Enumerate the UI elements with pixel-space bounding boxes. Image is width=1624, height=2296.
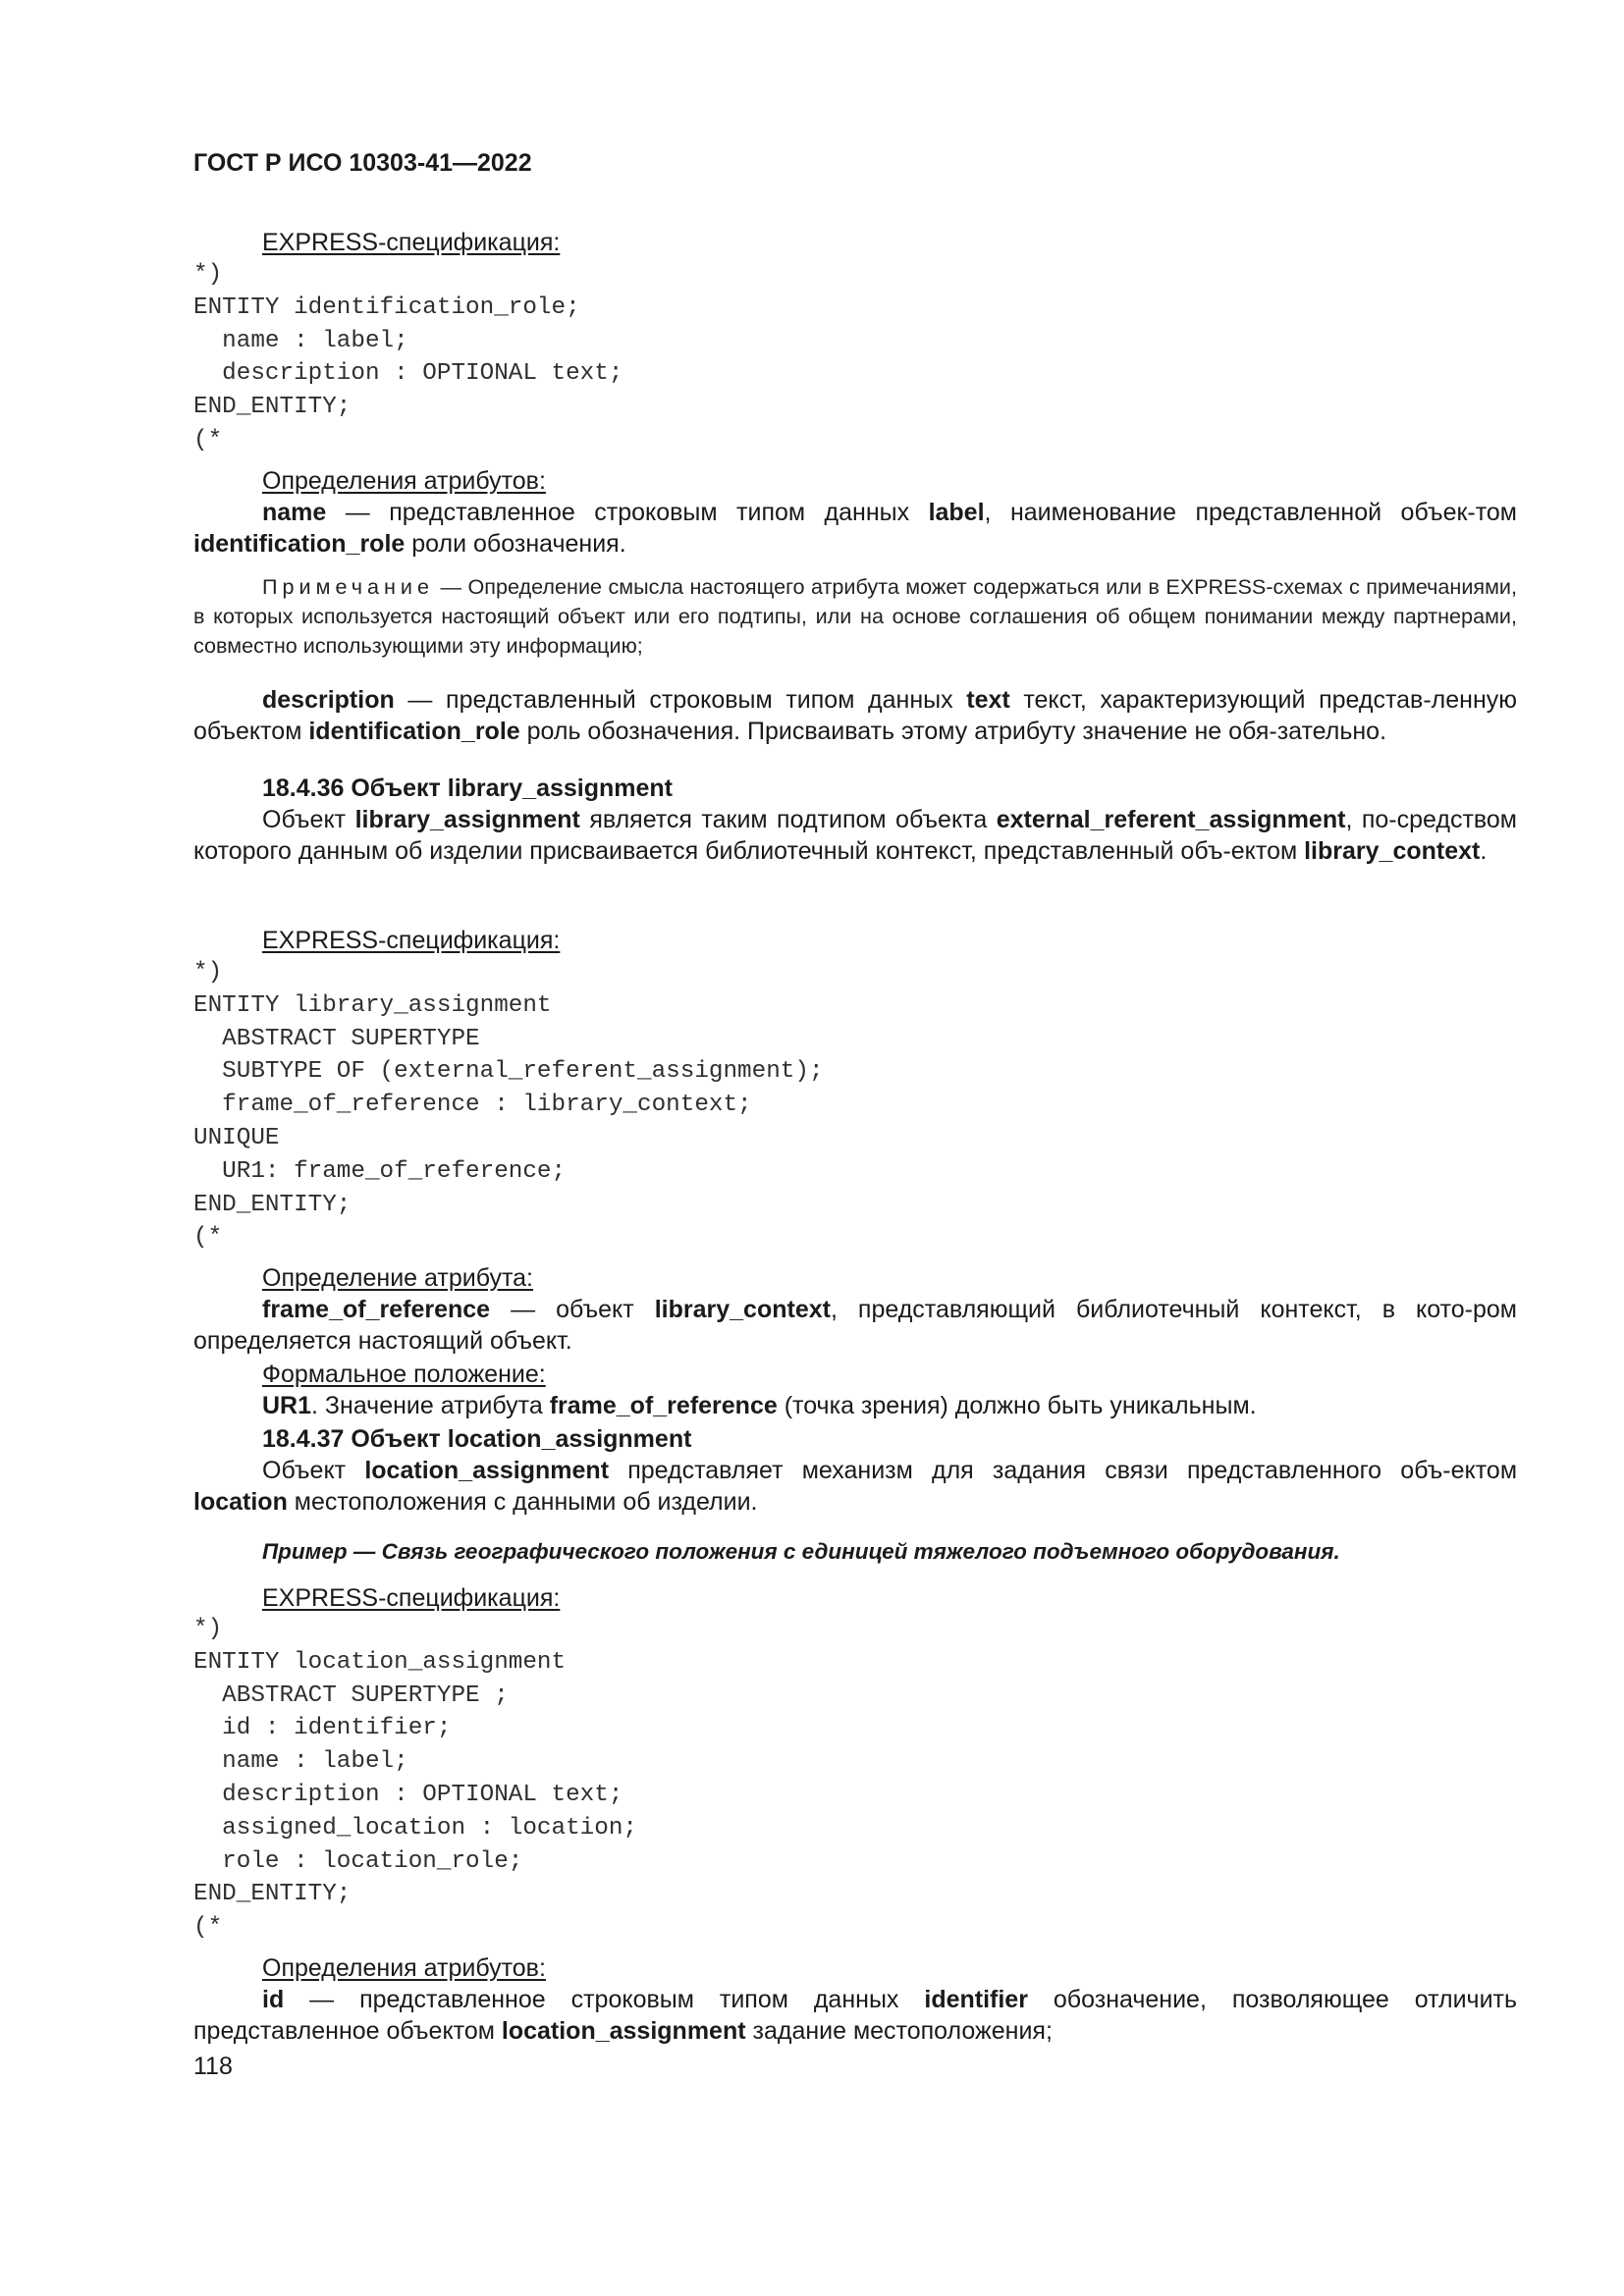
code-line: ABSTRACT SUPERTYPE ; bbox=[193, 1682, 509, 1709]
note-paragraph: Примечание — Определение смысла настоящего атрибута может содержаться или в EXPRESS-схемах с примечаниями, в которых используется настоящий объект или его подтипы, или на основе соглашения об общем понимании между партнерами, совместно использующими эту информацию; bbox=[193, 574, 1517, 658]
attribute-definitions-label: Определения атрибутов: bbox=[262, 1954, 546, 1982]
code-line: name : label; bbox=[193, 1748, 408, 1776]
code-line: ENTITY identification_role; bbox=[193, 294, 580, 321]
express-spec-label: EXPRESS-спецификация: bbox=[262, 1584, 561, 1612]
document-header: ГОСТ Р ИСО 10303-41—2022 bbox=[193, 149, 532, 177]
code-line: SUBTYPE OF (external_referent_assignment); bbox=[193, 1058, 824, 1086]
code-line: role : location_role; bbox=[193, 1847, 523, 1875]
attribute-definition-label: Определение атрибута: bbox=[262, 1264, 533, 1292]
code-line: UR1: frame_of_reference; bbox=[193, 1157, 567, 1185]
ur1-paragraph: UR1. Значение атрибута frame_of_reference (точка зрения) должно быть уникальным. bbox=[262, 1392, 1257, 1419]
express-spec-label: EXPRESS-спецификация: bbox=[262, 927, 561, 954]
code-line: (* bbox=[193, 1224, 223, 1252]
code-line: description : OPTIONAL text; bbox=[193, 1781, 623, 1808]
express-spec-label: EXPRESS-спецификация: bbox=[262, 229, 561, 256]
code-line: ENTITY location_assignment bbox=[193, 1648, 567, 1676]
frame-of-reference-paragraph: frame_of_reference — объект library_context, представляющий библиотечный контекст, в кото-ром определяется настоящий объект. bbox=[193, 1296, 1517, 1355]
code-block-location-assignment bbox=[193, 1613, 1517, 1945]
attribute-description-paragraph: description — представленный строковым типом данных text текст, характеризующий представ-ленную объектом identification_role роль обозначения. Присваивать этому атрибуту значение не обя-зательно. bbox=[193, 686, 1517, 745]
code-line: *) bbox=[193, 959, 223, 986]
code-line: name : label; bbox=[193, 327, 408, 354]
library-assignment-paragraph: Объект library_assignment является таким подтипом объекта external_referent_assignment, по-средством которого данным об изделии присваивается библиотечный контекст, представленный объ-ектом library_context. bbox=[193, 806, 1517, 865]
example-line: Пример — Связь географического положения с единицей тяжелого подъемного оборудования. bbox=[262, 1539, 1340, 1564]
code-line: (* bbox=[193, 1914, 223, 1942]
code-line: END_ENTITY; bbox=[193, 394, 352, 421]
section-heading-18-4-36: 18.4.36 Объект library_assignment bbox=[262, 774, 674, 802]
attribute-id-paragraph: id — представленное строковым типом данных identifier обозначение, позволяющее отличить представленное объектом location_assignment задание местоположения; bbox=[193, 1986, 1518, 2045]
code-line: *) bbox=[193, 1616, 223, 1642]
code-line: END_ENTITY; bbox=[193, 1191, 352, 1218]
code-line: id : identifier; bbox=[193, 1715, 452, 1742]
code-line: frame_of_reference : library_context; bbox=[193, 1092, 752, 1119]
code-line: assigned_location : location; bbox=[193, 1814, 637, 1842]
formal-proposition-label: Формальное положение: bbox=[262, 1361, 546, 1388]
page-number: 118 bbox=[193, 2053, 233, 2080]
attribute-definitions-label: Определения атрибутов: bbox=[262, 467, 546, 495]
code-line: *) bbox=[193, 261, 223, 288]
code-line: ENTITY library_assignment bbox=[193, 991, 552, 1019]
code-block-library-assignment bbox=[193, 956, 1517, 1255]
code-block-identification-role bbox=[193, 258, 1517, 457]
code-line: UNIQUE bbox=[193, 1124, 280, 1151]
section-heading-18-4-37: 18.4.37 Объект location_assignment bbox=[262, 1425, 692, 1453]
code-line: (* bbox=[193, 426, 223, 454]
code-line: END_ENTITY; bbox=[193, 1881, 352, 1908]
location-assignment-paragraph: Объект location_assignment представляет механизм для задания связи представленного объ-ектом location местоположения с данными об изделии. bbox=[193, 1457, 1518, 1516]
attribute-name-paragraph: name — представленное строковым типом данных label, наименование представленной объек-том identification_role роли обозначения. bbox=[193, 499, 1517, 558]
code-line: ABSTRACT SUPERTYPE bbox=[193, 1025, 480, 1052]
code-line: description : OPTIONAL text; bbox=[193, 360, 623, 388]
